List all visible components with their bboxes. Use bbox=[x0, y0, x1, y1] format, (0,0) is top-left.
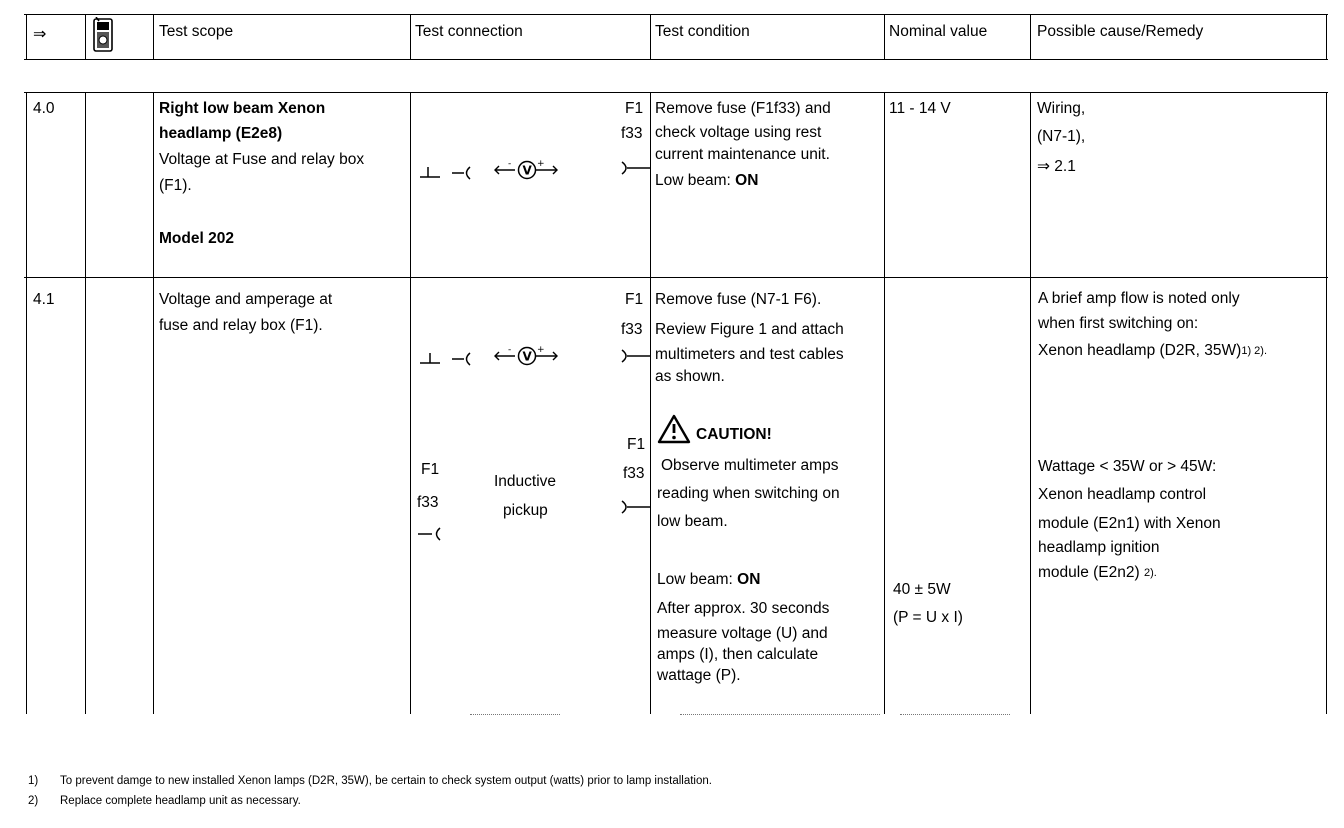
condition-text: check voltage using rest bbox=[655, 124, 822, 141]
nominal-formula: (P = U x I) bbox=[893, 609, 963, 626]
fuse-connector-icon bbox=[620, 156, 652, 185]
header-test-condition: Test condition bbox=[655, 23, 750, 40]
connector-icon bbox=[416, 522, 446, 551]
warning-triangle-icon bbox=[657, 414, 691, 449]
faded-edge bbox=[680, 714, 880, 715]
faded-edge bbox=[470, 714, 560, 715]
fuse-connector-icon bbox=[620, 495, 652, 524]
condition-text: After approx. 30 seconds bbox=[657, 600, 830, 617]
caution-text: low beam. bbox=[657, 513, 728, 530]
ground-connector-icon bbox=[416, 161, 480, 190]
cause-text: module (E2n1) with Xenon bbox=[1038, 515, 1221, 532]
multimeter-icon bbox=[91, 17, 115, 58]
condition-text: amps (I), then calculate bbox=[657, 646, 819, 663]
caution-text: reading when switching on bbox=[657, 485, 840, 502]
condition-text: as shown. bbox=[655, 368, 725, 385]
cause-text: module (E2n2) 2). bbox=[1038, 564, 1157, 581]
footnote-text: Replace complete headlamp unit as necessary. bbox=[60, 795, 301, 807]
condition-text: measure voltage (U) and bbox=[657, 625, 828, 642]
fuse-label: F1 bbox=[625, 291, 644, 308]
fuse-label: F1 bbox=[627, 436, 646, 453]
voltmeter-icon bbox=[493, 342, 563, 375]
ground-connector-icon bbox=[416, 347, 480, 376]
scope-title: headlamp (E2e8) bbox=[159, 125, 283, 142]
svg-text:+: + bbox=[537, 345, 545, 355]
footnote-text: To prevent damge to new installed Xenon lamps (D2R, 35W), be certain to check system output (watts) prior to lamp installation. bbox=[60, 775, 712, 787]
voltmeter-icon bbox=[493, 156, 563, 189]
header-nominal-value: Nominal value bbox=[889, 23, 988, 40]
fuse-label: f33 bbox=[621, 125, 643, 142]
model-label: Model 202 bbox=[159, 230, 234, 247]
nominal-value: 40 ± 5W bbox=[893, 581, 951, 598]
step-number: 4.0 bbox=[33, 100, 55, 117]
cause-text: Xenon headlamp (D2R, 35W)1) 2). bbox=[1038, 342, 1268, 359]
cause-text: when first switching on: bbox=[1038, 315, 1199, 332]
step-number: 4.1 bbox=[33, 291, 55, 308]
condition-text: Remove fuse (F1f33) and bbox=[655, 100, 831, 117]
svg-text:+: + bbox=[537, 159, 545, 169]
header-possible-cause: Possible cause/Remedy bbox=[1037, 23, 1204, 40]
cause-reference: ⇒ 2.1 bbox=[1037, 158, 1076, 175]
fuse-label: f33 bbox=[623, 465, 645, 482]
cause-text: Wiring, bbox=[1037, 100, 1086, 117]
scope-text: (F1). bbox=[159, 177, 192, 194]
caution-heading: CAUTION! bbox=[696, 426, 772, 443]
condition-low-beam: Low beam: ON bbox=[657, 571, 761, 588]
scope-title: Right low beam Xenon bbox=[159, 100, 326, 117]
condition-text: wattage (P). bbox=[657, 667, 741, 684]
fuse-label: F1 bbox=[625, 100, 644, 117]
footnote-number: 2) bbox=[28, 795, 39, 807]
condition-low-beam: Low beam: ON bbox=[655, 172, 759, 189]
footnote-number: 1) bbox=[28, 775, 39, 787]
caution-text: Observe multimeter amps bbox=[661, 457, 839, 474]
fuse-label: F1 bbox=[421, 461, 440, 478]
condition-text: current maintenance unit. bbox=[655, 146, 830, 163]
fuse-connector-icon bbox=[620, 344, 652, 373]
inductive-pickup-label: Inductive bbox=[494, 473, 557, 490]
cause-text: A brief amp flow is noted only bbox=[1038, 290, 1240, 307]
header-test-connection: Test connection bbox=[415, 23, 523, 40]
condition-text: Remove fuse (N7-1 F6). bbox=[655, 291, 822, 308]
header-arrow: ⇒ bbox=[33, 26, 47, 43]
cause-text: (N7-1), bbox=[1037, 128, 1086, 145]
cause-text: Wattage < 35W or > 45W: bbox=[1038, 458, 1217, 475]
cause-text: Xenon headlamp control bbox=[1038, 486, 1207, 503]
svg-text:V: V bbox=[522, 163, 532, 178]
fuse-label: f33 bbox=[417, 494, 439, 511]
svg-text:V: V bbox=[522, 349, 532, 364]
condition-text: multimeters and test cables bbox=[655, 346, 844, 363]
condition-text: Review Figure 1 and attach bbox=[655, 321, 844, 338]
scope-text: fuse and relay box (F1). bbox=[159, 317, 323, 334]
inductive-pickup-label: pickup bbox=[503, 502, 548, 519]
header-test-scope: Test scope bbox=[159, 23, 234, 40]
scope-text: Voltage at Fuse and relay box bbox=[159, 151, 365, 168]
fuse-label: f33 bbox=[621, 321, 643, 338]
svg-text:-: - bbox=[508, 159, 512, 169]
cause-text: headlamp ignition bbox=[1038, 539, 1160, 556]
svg-text:-: - bbox=[508, 345, 512, 355]
nominal-value: 11 - 14 V bbox=[889, 100, 951, 117]
faded-edge bbox=[900, 714, 1010, 715]
scope-text: Voltage and amperage at bbox=[159, 291, 333, 308]
